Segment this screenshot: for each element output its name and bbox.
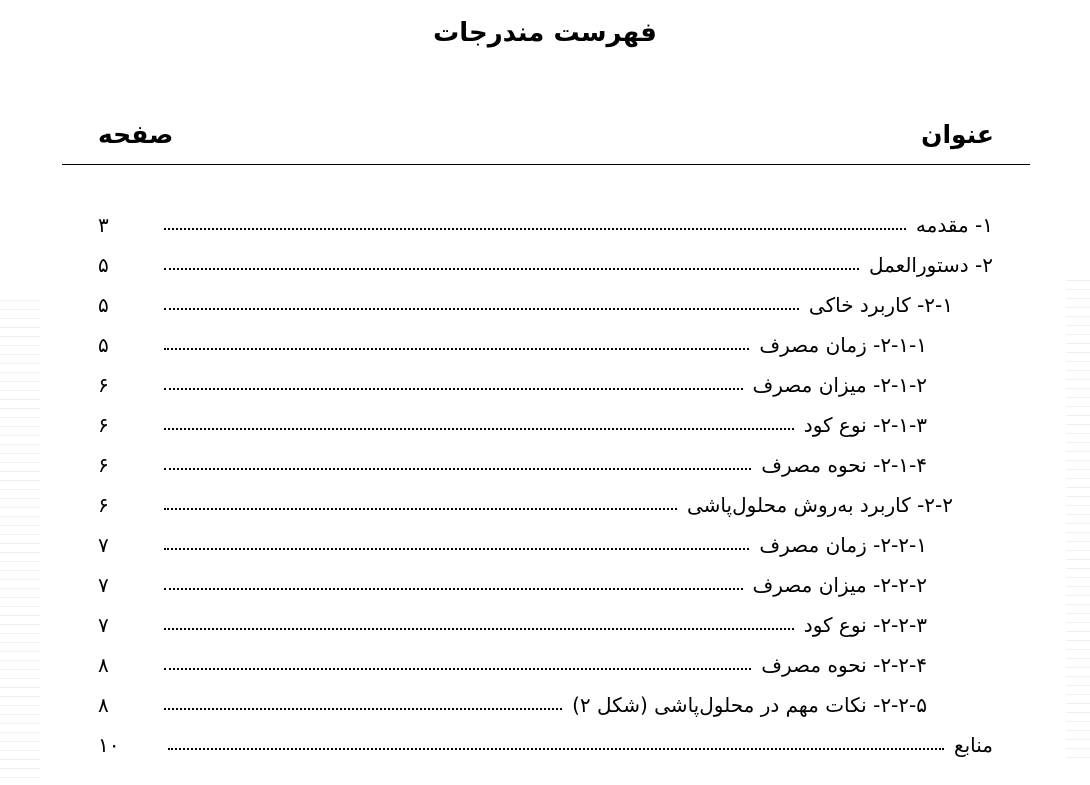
dot-leader — [164, 308, 799, 310]
toc-entry-text: ۲-۲-۴- نحوه مصرف — [761, 653, 927, 677]
toc-entry-page: ۸ — [98, 693, 109, 717]
scan-artifact-right — [1066, 280, 1090, 760]
dot-leader — [164, 348, 749, 350]
toc-entry-text: ۲-۲-۲- میزان مصرف — [752, 573, 927, 597]
dot-leader — [164, 268, 859, 270]
dot-leader — [164, 508, 677, 510]
scan-artifact-left — [0, 300, 40, 780]
toc-entry-soil-amount[interactable] — [98, 365, 993, 405]
toc-entry-foliar-method[interactable] — [98, 645, 993, 685]
toc-entry-soil-timing[interactable] — [98, 325, 993, 365]
dot-leader — [164, 228, 906, 230]
toc-entry-text: ۲-۱-۴- نحوه مصرف — [761, 453, 927, 477]
toc-entry-page: ۱۰ — [98, 733, 120, 757]
toc-entry-page: ۶ — [98, 493, 109, 517]
toc-entry-text: ۲-۲-۳- نوع کود — [803, 613, 927, 637]
toc-entry-page: ۸ — [98, 653, 109, 677]
dot-leader — [168, 748, 944, 750]
toc-entry-text: ۲-۲-۵- نکات مهم در محلول‌پاشی (شکل ۲) — [572, 693, 927, 717]
header-divider — [62, 164, 1030, 165]
toc-entry-page: ۵ — [98, 253, 109, 277]
dot-leader — [164, 588, 743, 590]
toc-entry-foliar-fertilizer-type[interactable] — [98, 605, 993, 645]
toc-entry-page: ۷ — [98, 573, 109, 597]
toc-entry-page: ۳ — [98, 213, 109, 237]
toc-entry-text: ۲-۱-۳- نوع کود — [803, 413, 927, 437]
toc-entry-page: ۷ — [98, 613, 109, 637]
toc-entry-page: ۶ — [98, 453, 109, 477]
toc-entry-soil-application[interactable] — [98, 285, 993, 325]
dot-leader — [164, 548, 749, 550]
toc-entry-text: ۲-۱- کاربرد خاکی — [808, 293, 953, 317]
toc-entry-soil-fertilizer-type[interactable] — [98, 405, 993, 445]
dot-leader — [164, 388, 743, 390]
toc-entry-text: ۲-۲-۱- زمان مصرف — [759, 533, 927, 557]
toc-entry-soil-method[interactable] — [98, 445, 993, 485]
toc-entry-text: ۱- مقدمه — [915, 213, 993, 237]
dot-leader — [164, 468, 751, 470]
toc-entry-page: ۵ — [98, 293, 109, 317]
dot-leader — [164, 628, 794, 630]
toc-entry-introduction[interactable] — [98, 205, 993, 245]
toc-entry-references[interactable] — [98, 725, 993, 765]
dot-leader — [164, 708, 562, 710]
toc-entry-instructions[interactable] — [98, 245, 993, 285]
column-header-title: عنوان — [921, 120, 994, 149]
toc-entry-page: ۶ — [98, 373, 109, 397]
toc-entry-foliar-timing[interactable] — [98, 525, 993, 565]
dot-leader — [164, 428, 794, 430]
toc-entry-page: ۶ — [98, 413, 109, 437]
column-header-page: صفحه — [98, 120, 174, 149]
toc-entry-foliar-tips[interactable] — [98, 685, 993, 725]
toc-entry-foliar-amount[interactable] — [98, 565, 993, 605]
toc-entry-text: منابع — [953, 733, 993, 757]
toc-entry-page: ۵ — [98, 333, 109, 357]
toc-entry-text: ۲-۱-۱- زمان مصرف — [759, 333, 927, 357]
toc-entry-text: ۲- دستورالعمل — [868, 253, 993, 277]
toc-entry-text: ۲-۲- کاربرد به‌روش محلول‌پاشی — [687, 493, 953, 517]
toc-entry-foliar-application[interactable] — [98, 485, 993, 525]
toc-list — [98, 205, 993, 765]
page-title: فهرست مندرجات — [433, 18, 657, 48]
dot-leader — [164, 668, 751, 670]
toc-entry-text: ۲-۱-۲- میزان مصرف — [752, 373, 927, 397]
toc-entry-page: ۷ — [98, 533, 109, 557]
